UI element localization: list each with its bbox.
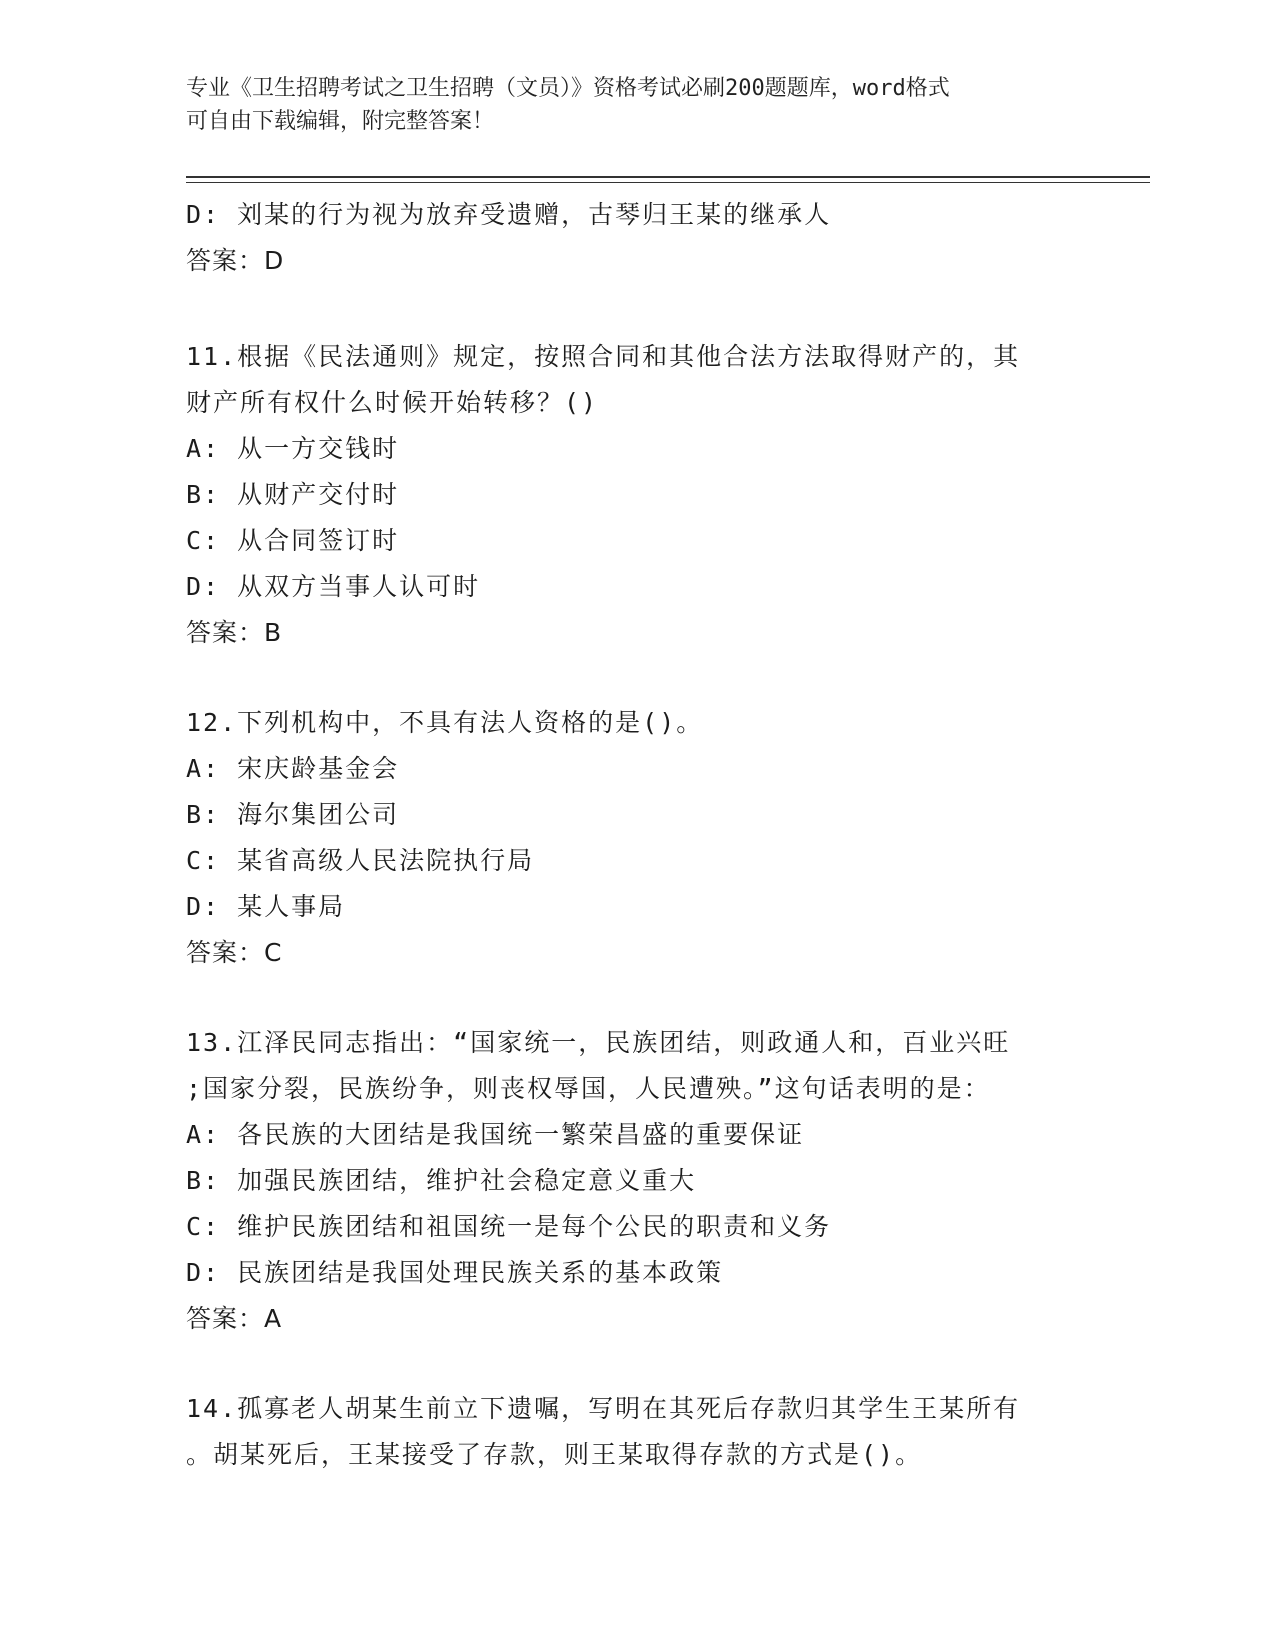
option-d: D: 从双方当事人认可时 (186, 572, 481, 601)
question-carryover (186, 192, 1086, 284)
question-14 (186, 1386, 1086, 1478)
answer-line: 答案：B (186, 618, 283, 647)
header-divider-thick (186, 176, 1150, 178)
option-c: C: 从合同签订时 (186, 526, 400, 555)
option-a: A: 从一方交钱时 (186, 434, 400, 463)
answer-line: 答案：C (186, 938, 283, 967)
option-c: C: 维护民族团结和祖国统一是每个公民的职责和义务 (186, 1212, 832, 1241)
question-stem-line: 14.孤寡老人胡某生前立下遗嘱，写明在其死后存款归其学生王某所有 (186, 1394, 1021, 1423)
question-stem-line: ;国家分裂，民族纷争，则丧权辱国，人民遭殃。”这句话表明的是： (186, 1074, 991, 1103)
option-b: B: 从财产交付时 (186, 480, 400, 509)
question-13 (186, 1020, 1086, 1342)
answer-line: 答案：A (186, 1304, 283, 1333)
option-c: C: 某省高级人民法院执行局 (186, 846, 535, 875)
option-a: A: 宋庆龄基金会 (186, 754, 400, 783)
question-stem-line: 12.下列机构中，不具有法人资格的是()。 (186, 708, 704, 737)
option-a: A: 各民族的大团结是我国统一繁荣昌盛的重要保证 (186, 1120, 805, 1149)
question-stem-line: 财产所有权什么时候开始转移？() (186, 388, 599, 417)
option-b: B: 加强民族团结，维护社会稳定意义重大 (186, 1166, 697, 1195)
option-b: B: 海尔集团公司 (186, 800, 400, 829)
question-list (186, 192, 1086, 1478)
option-d: D: 民族团结是我国处理民族关系的基本政策 (186, 1258, 724, 1287)
header-divider-thin (186, 182, 1150, 183)
question-12 (186, 700, 1086, 976)
question-stem-line: 。胡某死后，王某接受了存款，则王某取得存款的方式是()。 (186, 1440, 923, 1469)
header-title-line-2: 可自由下载编辑，附完整答案！ (186, 109, 495, 134)
question-stem-line: 13.江泽民同志指出：“国家统一，民族团结，则政通人和，百业兴旺 (186, 1028, 1011, 1057)
question-stem-line: 11.根据《民法通则》规定，按照合同和其他合法方法取得财产的，其 (186, 342, 1021, 371)
page-header (186, 72, 1086, 138)
question-11 (186, 334, 1086, 656)
option-d: D: 刘某的行为视为放弃受遗赠，古琴归王某的继承人 (186, 200, 832, 229)
option-d: D: 某人事局 (186, 892, 346, 921)
header-title-line-1: 专业《卫生招聘考试之卫生招聘（文员）》资格考试必刷200题题库，word格式 (186, 76, 950, 101)
answer-line: 答案：D (186, 246, 285, 275)
